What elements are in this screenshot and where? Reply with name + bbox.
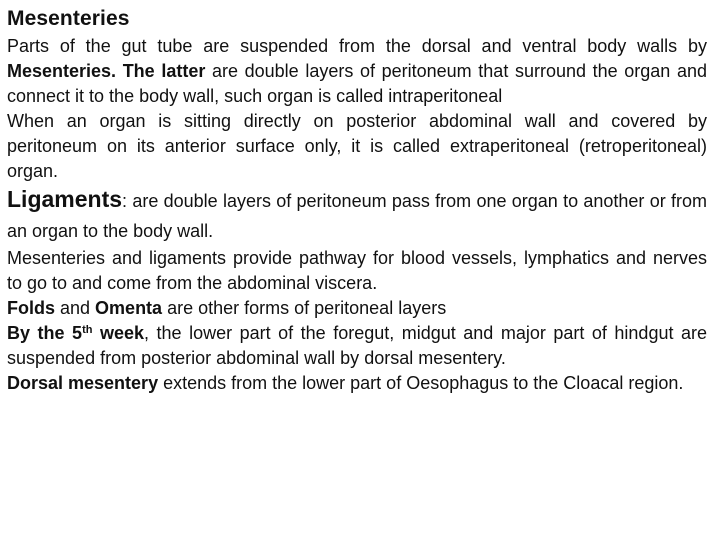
slide-content — [7, 4, 707, 396]
paragraph-pathway: Mesenteries and ligaments provide pathway for blood vessels, lymphatics and nerves to go to and come from the abdominal viscera. — [7, 248, 707, 293]
fifth-week-rest: , the lower part of the foregut, midgut and major part of hindgut are suspended from posterior abdominal wall by dorsal mesentery. — [7, 323, 707, 368]
paragraph-dorsal-mesentery — [7, 371, 707, 396]
p1-bold-mesenteries: Mesenteries. The latter — [7, 61, 206, 81]
p1-text-c: are double layers of peritoneum that surround the organ and connect it to the body wall, such organ is called intraperitoneal — [7, 61, 707, 106]
ligaments-term: Ligaments — [7, 186, 123, 212]
dorsal-mesentery-term: Dorsal mesentery — [7, 373, 159, 393]
folds-omenta-rest: are other forms of peritoneal layers — [162, 298, 447, 318]
page-title: Mesenteries — [7, 7, 130, 30]
folds-term: Folds — [7, 298, 55, 318]
paragraph-folds-omenta — [7, 296, 707, 321]
fifth-week-sup: th — [82, 324, 93, 336]
paragraph-fifth-week — [7, 321, 707, 371]
fifth-week-lead: By the 5 — [7, 323, 83, 343]
paragraph-ligaments — [7, 184, 707, 246]
omenta-term: Omenta — [95, 298, 163, 318]
p1-text-a: Parts of the gut tube are suspended from the dorsal and ventral body walls by — [7, 36, 707, 56]
fifth-week-word: week — [92, 323, 145, 343]
folds-and: and — [55, 298, 96, 318]
ligaments-definition: : are double layers of peritoneum pass from one organ to another or from an organ to the body wall. — [7, 191, 707, 241]
dorsal-mesentery-rest: extends from the lower part of Oesophagus to the Cloacal region. — [158, 373, 684, 393]
paragraph-extraperitoneal: When an organ is sitting directly on posterior abdominal wall and covered by peritoneum on its anterior surface only, it is called extraperitoneal (retroperitoneal) organ. — [7, 111, 707, 181]
paragraph-mesenteries-definition — [7, 34, 707, 109]
